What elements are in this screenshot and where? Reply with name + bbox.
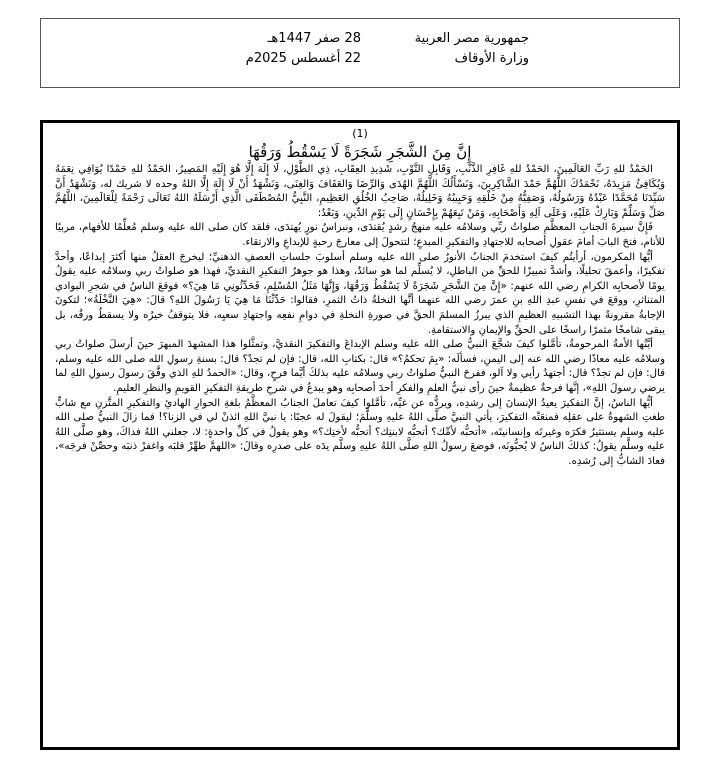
country-name: جمهورية مصر العربية — [414, 31, 529, 46]
document-header — [40, 18, 680, 88]
hijri-date: 28 صفر 1447هـ — [267, 31, 361, 46]
page-number: (1) — [352, 127, 368, 140]
paragraph: أيَّتُها الأمةُ المرحومةُ، تأمَّلوا كيفَ شجَّعَ النبيُّ صلى الله عليه وسلم الإبداعَ والتفكيرَ النقديَّ، وتمثَّلوا هذا المشهدَ المبهرَ حينَ أرسلَ صلواتُ ربي وسلامُه عليه معاذًا رضي الله عنه إلى اليمنِ، فسألَه: «بِمَ تحكمُ؟» قال: بكتابِ الله، قال: فإن لم تجدْ؟ قال: بسنةِ رسولِ الله صلى الله عليه وسلم، قال: فإن لم تجدْ؟ قال: أجتهدُ رأيي ولا آلو، ففرحَ النبيُّ صلواتُ ربي وسلامُه عليه بذلكَ أيَّما فرحٍ، وقال: «الحمدُ للهِ الذي وفَّقَ رسولَ رسولِ اللهِ لما يرضي رسولَ اللهِ»، إنَّها فرحةٌ عظيمةٌ حينَ رأى نبيُّ العلمِ والفكرِ أحدَ أصحابِه وهو يبدعُ في شرحِ طريقةِ التفكيرِ القويمِ والنظرِ العليمِ. — [55, 339, 665, 394]
date-block — [181, 29, 361, 69]
paragraph: فَإِنَّ سيرةَ الجنابِ المعظَّمِ صلواتُ ربِّي وسلامُه عليه منهجُ رشدٍ يُقتدَى، ونبراسُ نورٍ يُهتدَى، فلقد كان صلى الله عليه وسلم مُعلِّمًا للأفهام، مربيًا للأنام، فتحَ البابَ أمامَ عقولِ أصحابه للاجتهادِ والتفكيرِ المبدعِ؛ لتتحولَ إلى معارجَ رحبةٍ للإبداعِ والارتقاء. — [55, 222, 665, 248]
paragraph: أيُّها الناسُ، إنَّ التفكيرَ يعيدُ الإنسانَ إلى رشدِه، ويردُّه عن غيِّه، تأمَّلوا كيفَ تعاملَ الجنابُ المعظَّمُ بلغةِ الحوارِ الهادئِ والتفكيرِ المتَّزنِ مع شابٍّ طغتِ الشهوةُ على عقلِه فمنعَتْه التفكيرَ، يأتي النبيَّ صلَّى اللهُ عليهِ وسلَّمَ؛ ليقولَ له عجبًا: يا نبيَّ اللهِ ائذنْ لي في الزنا؟! فما زالَ النبيُّ صلى الله عليه وسلم يستثيرُ فكرَه وغيرتَه وإنسانيتَه، «أتحبُّه لأمِّك؟ أتحبُّه لابنتِك؟ أتحبُّه لأختِك؟» وهو يقولُ في كلِّ واحدةٍ: لا، جعلني اللهُ فداكَ، وهو صلَّى اللهُ عليه وسلَّم يقولُ: كذلكَ الناسُ لا يُحبُّونَه، فوضعَ رسولُ اللهِ صلَّى اللهُ عليهِ وسلَّم يدَه على صدرِه وقالَ: «اللهمَّ طهِّرْ قلبَه واغفرْ ذنبَه وحصِّنْ فرجَه»، فعادَ الشابُّ إلى رُشدِه. — [55, 397, 665, 467]
sermon-frame — [40, 120, 680, 750]
gregorian-date: 22 أغسطس 2025م — [245, 51, 361, 66]
ministry-name: وزارة الأوقاف — [454, 51, 529, 66]
sermon-title: إِنَّ مِنَ الشَّجَرِ شَجَرَةً لَا يَسْقُطُ وَرَقُهَا — [248, 143, 472, 161]
issuer-block — [369, 29, 529, 69]
sermon-body — [55, 127, 665, 741]
paragraph: أيُّها المكرمون، أرأيتُم كيفَ استخدمَ الجنابُ الأنورُ صلى الله عليه وسلم أسلوبَ جلساتِ العصفِ الذهنيِّ؛ ليخرجَ العقلُ منها أكثرَ إبداعًا، وأحدَّ تفكيرًا، وأعمقَ تحليلًا، وأشدَّ تمييزًا للحقِّ من الباطلِ، لا يُسلِّم لما هو سائدٌ، وهذا هو جوهرُ التفكيرِ النقديِّ، فهذا هو صلواتُ ربي وسلامُه عليه يقولُ يومًا لأصحابِه الكرامِ رضي الله عنهم: «إِنَّ مِنَ الشَّجَرِ شَجَرَةً لَا يَسْقُطُ وَرَقُهَا، وَإِنَّهَا مَثَلُ المُسْلِمِ، فَحَدِّثُونِي مَا هِيَ؟» فوقعَ الناسُ في شجرِ البوادي المتناثرِ، ووقعَ في نفسِ عبدِ اللهِ بنِ عمرَ رضي الله عنهما أنَّها النخلةُ ذاتُ الثمرِ، فقالوا: حَدِّثْنَا مَا هِيَ يَا رَسُولَ اللهِ؟ قالَ: «هِيَ النَّخْلَةُ»؛ لتكونَ الإجابةُ مقرونةً بهذا التشبيهِ العظيمِ الذي يبرزُ المسلمَ الحقَّ في صورةِ النخلةِ في دوامِ نفعِه واجتهادِ سعيِه، فلا يتوقفُ خيرُه ولا يسقطُ ورقُه، بل يبقى شامخًا مثمرًا راسخًا على الحقِّ والإيمانِ والاستقامةِ. — [55, 251, 665, 336]
paragraph-opening: الحَمْدُ للهِ رَبِّ العَالَمِينَ، الحَمْدُ للهِ غَافِرِ الذَّنْبِ، وَقَابِلِ التَّوْبِ، شَدِيدِ العِقَابِ، ذِي الطَّوْلِ، لَا إِلَهَ إِلَّا هُوَ إِلَيْهِ المَصِيرُ، الحَمْدُ للهِ حَمْدًا يُوَافِي نِعَمَهُ وَيُكَافِئُ مَزِيدَهُ، نَحْمَدُكَ اللَّهُمَّ حَمْدَ الشَّاكِرِينَ، وَنَسْأَلُكَ اللَّهُمَّ الهُدَى وَالرِّضَا وَالعَفَافَ وَالغِنَى، وَنَشْهَدُ أَنْ لَا إِلَهَ إِلَّا اللهُ وحده لا شريك له، وَنَشْهَدُ أَنَّ سَيِّدَنَا مُحَمَّدًا عَبْدُهُ وَرَسُولُهُ، وَصَفِيُّهُ مِنْ خَلْقِهِ وَحَبِيبُهُ وَخَلِيلُهُ، صَاحِبُ الخُلُقِ العَظِيمِ، النَّبِيُّ المُصْطَفَى الَّذِي أَرْسَلَهُ اللهُ تَعَالَى رَحْمَةً لِلْعَالَمِينَ، اللَّهُمَّ صَلِّ وَسَلِّمْ وَبَارِكْ عَلَيْهِ، وَعَلَى آلِهِ وَأَصْحَابِهِ، وَمَنْ تَبِعَهُمْ بِإِحْسَانٍ إِلَى يَوْمِ الدِّينِ، وَبَعْدُ: — [55, 164, 665, 219]
